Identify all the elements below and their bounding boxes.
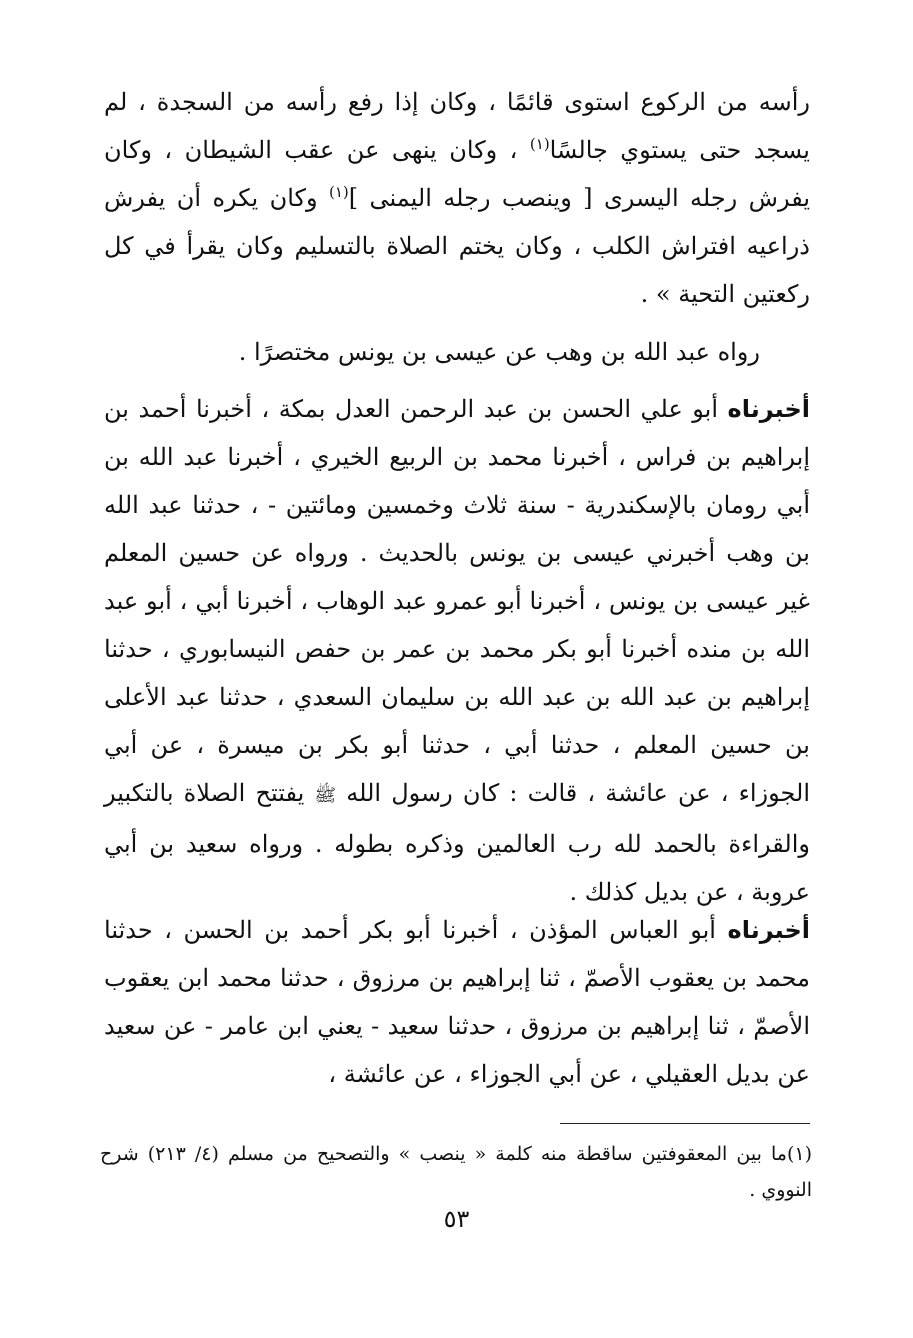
paragraph-text: رأسه من الركوع استوى قائمًا ، وكان إذا رفع رأسه من السجدة ، لم يسجد حتى يستوي جالسًا	[104, 88, 810, 164]
paragraph-narration-note: رواه عبد الله بن وهب عن عيسى بن يونس مختصرًا .	[238, 338, 760, 366]
paragraph-lead-word: أخبرناه	[727, 395, 810, 423]
page-number: ٥٣	[443, 1205, 470, 1233]
paragraph-text: يفتتح الصلاة بالتكبير والقراءة بالحمد لله رب العالمين وذكره بطوله . ورواه سعيد بن أبي عروبة ، عن بديل كذلك .	[104, 779, 810, 906]
footnote-ref: (١)	[529, 135, 550, 153]
paragraph-text: وكان يكره أن يفرش ذراعيه افتراش الكلب ، وكان يختم الصلاة بالتسليم وكان يقرأ في كل ركعتين التحية » .	[104, 184, 810, 308]
footnote-ref: (١)	[328, 183, 349, 201]
paragraph-text: ، وكان ينهى عن عقب الشيطان ، وكان يفرش رجله اليسرى [ وينصب رجله اليمنى ]	[104, 136, 811, 212]
paragraph-isnad-2	[104, 906, 810, 1098]
footnote: (١)ما بين المعقوفتين ساقطة منه كلمة « ينصب » والتصحيح من مسلم (٤/ ٢١٣) شرح النووي .	[100, 1143, 812, 1201]
paragraph-text: أبو العباس المؤذن ، أخبرنا أبو بكر أحمد بن الحسن ، حدثنا محمد بن يعقوب الأصمّ ، ثنا إبراهيم بن مرزوق ، حدثنا محمد ابن يعقوب الأصمّ ، ثنا إبراهيم بن مرزوق ، حدثنا سعيد - يعني ابن عامر - عن سعيد عن بديل العقيلي ، عن أبي الجوزاء ، عن عائشة ،	[104, 916, 810, 1088]
footnote-separator	[560, 1123, 810, 1124]
paragraph-text: أبو علي الحسن بن عبد الرحمن العدل بمكة ، أخبرنا أحمد بن إبراهيم بن فراس ، أخبرنا محمد بن الربيع الخيري ، أخبرنا عبد الله بن أبي رومان بالإسكندرية - سنة ثلاث وخمسين ومائتين - ، حدثنا عبد الله بن وهب أخبرني عيسى بن يونس بالحديث . ورواه عن حسين المعلم غير عيسى بن يونس ، أخبرنا أبو عمرو عبد الوهاب ، أخبرنا أبي ، أبو عبد الله بن منده أخبرنا أبو بكر محمد بن عمر بن حفص النيسابوري ، حدثنا إبراهيم بن عبد الله بن عبد الله بن سليمان السعدي ، حدثنا عبد الأعلى بن حسين المعلم ، حدثنا أبي ، حدثنا أبو بكر بن ميسرة ، عن أبي الجوزاء ، عن عائشة ، قالت : كان رسول الله	[104, 395, 810, 807]
paragraph-isnad-1	[104, 385, 810, 916]
paragraph-lead-word: أخبرناه	[727, 916, 810, 944]
paragraph-hadith-end	[104, 78, 810, 318]
salla-glyph: ﷺ	[314, 785, 337, 806]
